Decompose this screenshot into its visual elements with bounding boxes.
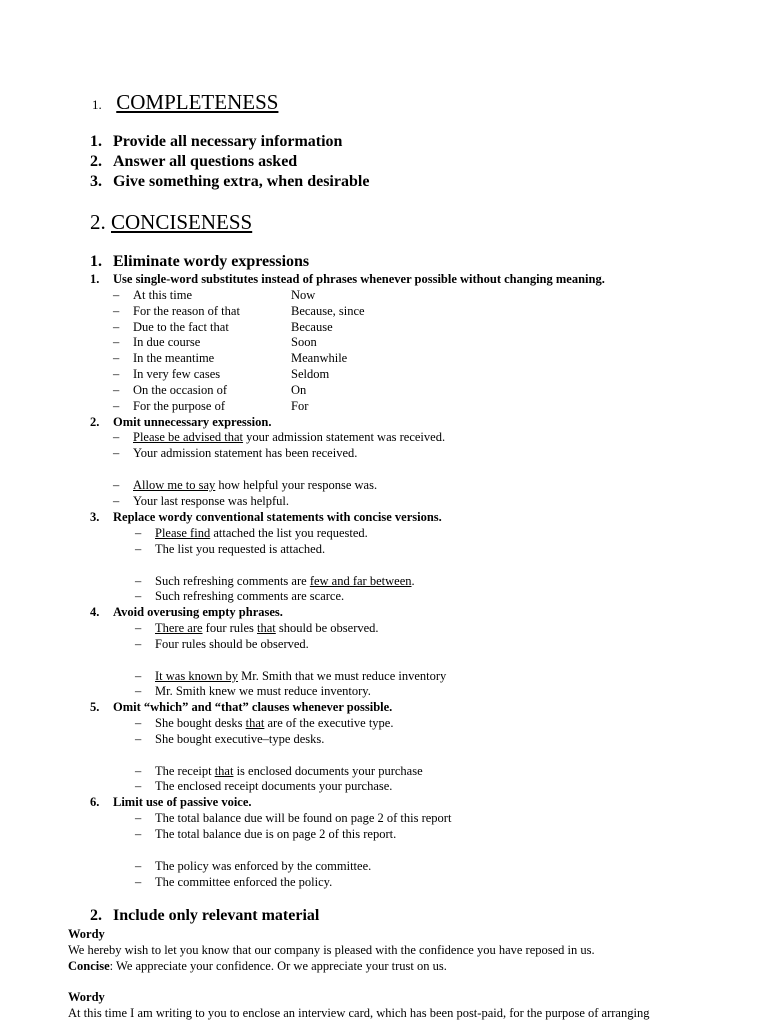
list-item: – Such refreshing comments are scarce. <box>135 589 345 603</box>
list-item: – Your last response was helpful. <box>113 494 290 508</box>
list-item: – The list you requested is attached. <box>135 542 326 556</box>
section1-title: COMPLETENESS <box>116 90 279 114</box>
list-item: – Allow me to say how helpful your response was. <box>113 478 378 492</box>
wordy-label: Wordy <box>68 990 105 1004</box>
list-item: – The committee enforced the policy. <box>135 875 333 889</box>
list-item: – In the meantime Meanwhile <box>113 351 348 365</box>
section1-number: 1. <box>92 97 102 112</box>
section2-number: 2. <box>90 210 106 234</box>
wordy-text: We hereby wish to let you know that our company is pleased with the confidence you have reposed in us. <box>68 943 595 957</box>
list-item: – At this time Now <box>113 288 316 302</box>
list-item: – On the occasion of On <box>113 383 307 397</box>
list-item: – She bought desks that are of the executive type. <box>135 716 394 730</box>
list-item: – It was known by Mr. Smith that we must reduce inventory <box>135 669 447 683</box>
list-item: 2. Answer all questions asked <box>90 153 298 170</box>
rule-heading: 1. Use single-word substitutes instead of phrases whenever possible without changing meaning. <box>90 272 605 286</box>
wordy-label: Wordy <box>68 927 105 941</box>
list-item: – The total balance due will be found on page 2 of this report <box>135 811 452 825</box>
list-item: – Please be advised that your admission statement was received. <box>113 430 446 444</box>
list-item: – Please find attached the list you requested. <box>135 526 368 540</box>
list-item: – The policy was enforced by the committee. <box>135 859 372 873</box>
list-item: – Your admission statement has been received. <box>113 446 358 460</box>
rule-heading: 6. Limit use of passive voice. <box>90 795 252 809</box>
list-item: – For the purpose of For <box>113 399 309 413</box>
rule-heading: 2. Omit unnecessary expression. <box>90 415 272 429</box>
section2-title: CONCISENESS <box>111 210 253 234</box>
rule-heading: 4. Avoid overusing empty phrases. <box>90 605 283 619</box>
subsection-heading: 1. Eliminate wordy expressions <box>90 253 310 270</box>
list-item: 3. Give something extra, when desirable <box>90 173 370 190</box>
rule-heading: 3. Replace wordy conventional statements with concise versions. <box>90 510 442 524</box>
wordy-text: At this time I am writing to you to enclose an interview card, which has been post-paid, for the purpose of arranging <box>68 1006 650 1020</box>
list-item: – The total balance due is on page 2 of this report. <box>135 827 397 841</box>
list-item: – The enclosed receipt documents your purchase. <box>135 779 393 793</box>
list-item: – She bought executive–type desks. <box>135 732 325 746</box>
list-item: – In very few cases Seldom <box>113 367 330 381</box>
list-item: – The receipt that is enclosed documents your purchase <box>135 764 423 778</box>
list-item: – In due course Soon <box>113 335 317 349</box>
subsection-heading: 2. Include only relevant material <box>90 907 320 924</box>
list-item: – Four rules should be observed. <box>135 637 309 651</box>
rule-heading: 5. Omit “which” and “that” clauses whenever possible. <box>90 700 393 714</box>
list-item: – Mr. Smith knew we must reduce inventory. <box>135 684 371 698</box>
section2-heading <box>90 210 252 235</box>
list-item: – For the reason of that Because, since <box>113 304 365 318</box>
concise-line: Concise: We appreciate your confidence. Or we appreciate your trust on us. <box>68 959 447 973</box>
list-item: – Due to the fact that Because <box>113 320 333 334</box>
section1-heading <box>92 90 278 115</box>
list-item: – There are four rules that should be observed. <box>135 621 379 635</box>
list-item: 1. Provide all necessary information <box>90 133 343 150</box>
list-item: – Such refreshing comments are few and far between. <box>135 574 415 588</box>
